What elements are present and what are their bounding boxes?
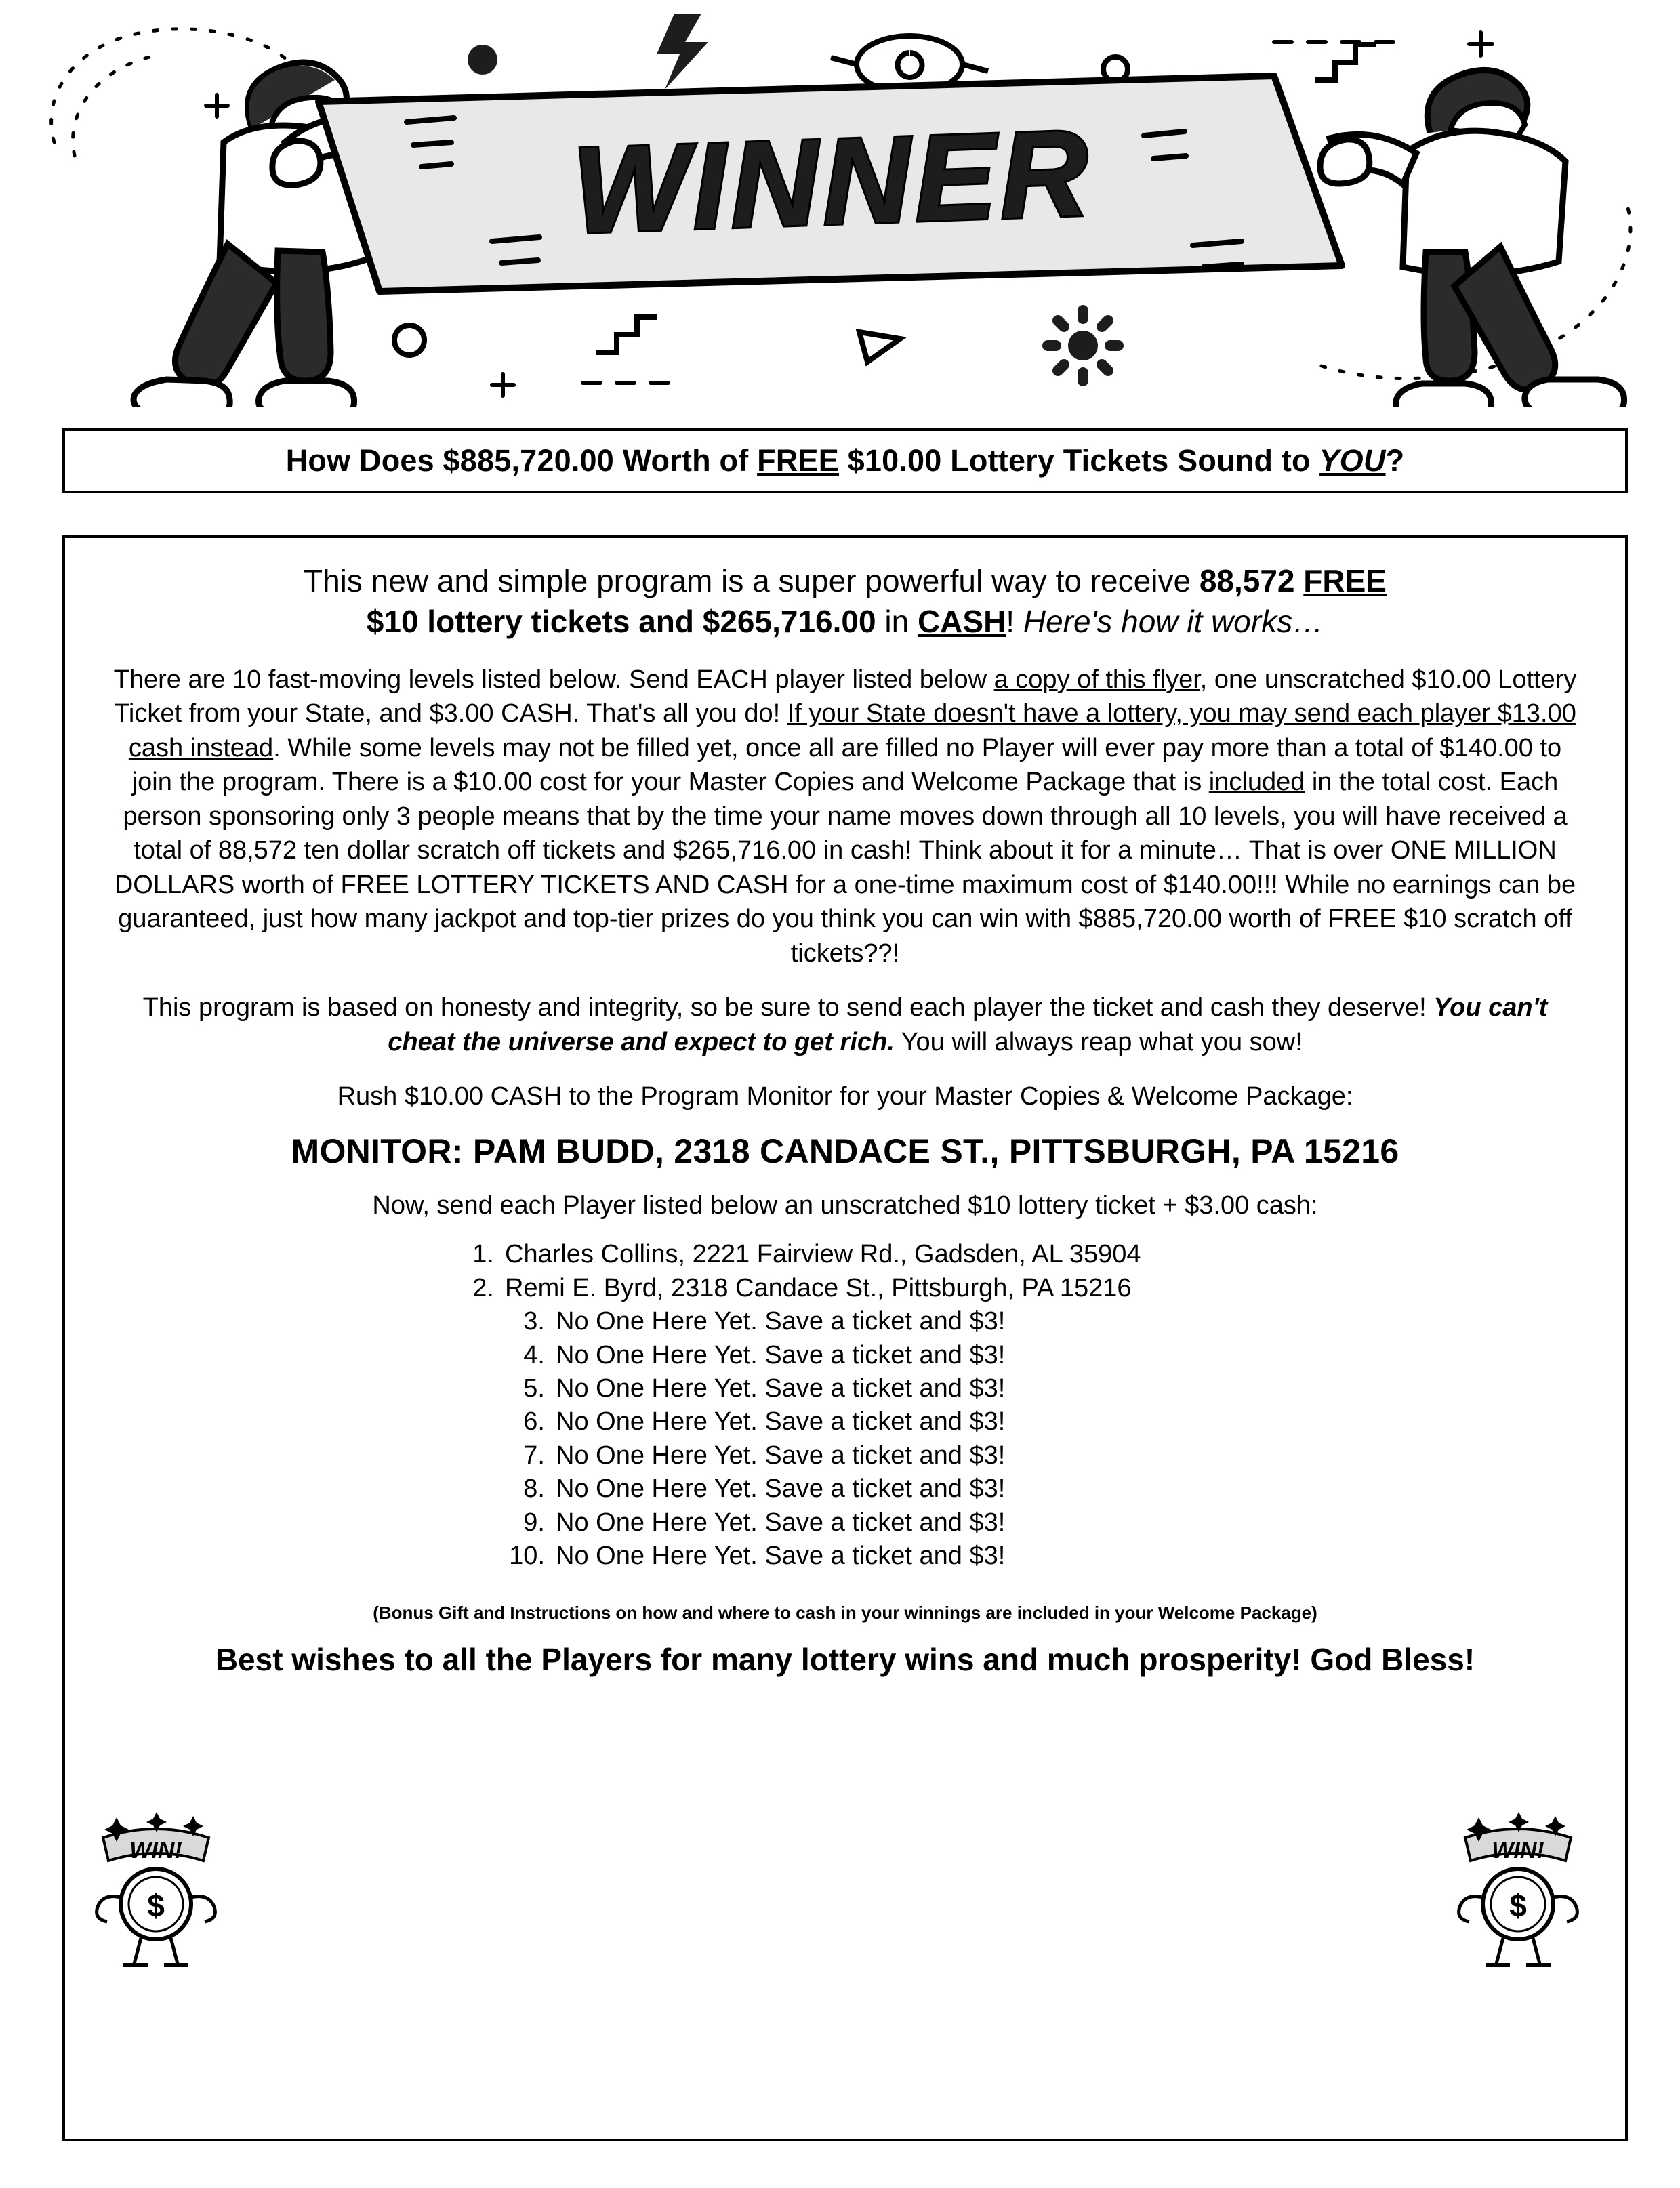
svg-text:WIN!: WIN! [1492, 1838, 1544, 1863]
monitor-line: MONITOR: PAM BUDD, 2318 CANDACE ST., PITTSBURGH, PA 15216 [291, 1132, 1399, 1171]
best-wishes-line: Best wishes to all the Players for many lottery wins and much prosperity! God Bless! [215, 1642, 1475, 1678]
lead-paragraph [112, 561, 1578, 642]
p1-underline-3: included [1208, 768, 1305, 797]
list-item [92, 1372, 1598, 1405]
player-number: 10. [509, 1541, 545, 1570]
list-item [92, 1339, 1598, 1372]
paragraph-honesty [106, 991, 1584, 1059]
list-item [92, 1472, 1598, 1506]
headline-free: FREE [757, 443, 839, 478]
svg-text:$: $ [147, 1888, 165, 1923]
headline-middle: $10.00 Lottery Tickets Sound to [838, 443, 1319, 478]
p1-text-1: There are 10 fast-moving levels listed below. Send EACH player listed below [113, 665, 994, 694]
lead-excl: ! [1006, 603, 1023, 639]
player-name: No One Here Yet. Save a ticket and $3! [556, 1307, 1006, 1336]
list-item [92, 1405, 1598, 1439]
lead-count: 88,572 [1199, 563, 1295, 598]
svg-text:WIN!: WIN! [129, 1838, 182, 1863]
list-item [92, 1540, 1598, 1573]
headline-after: ? [1385, 443, 1405, 478]
p1-text-3: . While some levels may not be filled yet, once all are filled no Player will ever pay more than a total of $140.00 to join the program. There is a $10.00 cost for your Master Copies and Welcome Package that is [131, 733, 1562, 797]
player-number: 4. [523, 1340, 545, 1369]
player-name: No One Here Yet. Save a ticket and $3! [556, 1340, 1006, 1369]
list-item [92, 1272, 1598, 1305]
lead-free: FREE [1303, 563, 1387, 598]
list-item [92, 1439, 1598, 1472]
winner-banner-illustration [0, 0, 1680, 407]
lead-part-1: This new and simple program is a super powerful way to receive [304, 563, 1200, 598]
player-name: No One Here Yet. Save a ticket and $3! [556, 1441, 1006, 1470]
send-players-line: Now, send each Player listed below an unscratched $10 lottery ticket + $3.00 cash: [372, 1191, 1318, 1220]
list-item [92, 1506, 1598, 1540]
list-item [92, 1238, 1598, 1271]
player-number: 8. [523, 1474, 545, 1504]
bonus-note: (Bonus Gift and Instructions on how and where to cash in your winnings are included in your Welcome Package) [373, 1603, 1317, 1624]
player-name: Charles Collins, 2221 Fairview Rd., Gadsden, AL 35904 [505, 1240, 1141, 1269]
player-list [92, 1238, 1598, 1573]
lead-howitworks: Here's how it works… [1023, 603, 1324, 639]
win-coin-icon [1450, 1802, 1586, 1979]
player-name: No One Here Yet. Save a ticket and $3! [556, 1374, 1006, 1403]
player-name: No One Here Yet. Save a ticket and $3! [556, 1541, 1006, 1570]
player-number: 3. [523, 1307, 545, 1336]
p1-underline-2: If your State doesn't have a lottery, you may send each player $13.00 cash instead [128, 699, 1576, 762]
player-number: 2. [472, 1273, 494, 1302]
player-number: 6. [523, 1407, 545, 1437]
win-coin-mascot-left [88, 1802, 224, 1979]
player-name: Remi E. Byrd, 2318 Candace St., Pittsburgh, PA 15216 [505, 1273, 1132, 1302]
list-item [92, 1305, 1598, 1338]
p2-emphasis: You can't cheat the universe and expect to get rich. [388, 993, 1548, 1056]
player-name: No One Here Yet. Save a ticket and $3! [556, 1407, 1006, 1437]
banner-svg [0, 0, 1680, 407]
player-name: No One Here Yet. Save a ticket and $3! [556, 1474, 1006, 1504]
headline-text [286, 443, 1405, 478]
player-number: 9. [523, 1508, 545, 1537]
p2-text-2: You will always reap what you sow! [894, 1027, 1303, 1056]
right-figure [1320, 70, 1624, 407]
headline-box [62, 428, 1628, 493]
body-box [62, 535, 1628, 2141]
p2-text-1: This program is based on honesty and integrity, so be sure to send each player the ticket and cash they deserve! [142, 993, 1434, 1023]
player-number: 5. [523, 1374, 545, 1403]
lead-in: in [876, 603, 918, 639]
headline-you: YOU [1319, 443, 1386, 478]
rush-line: Rush $10.00 CASH to the Program Monitor for your Master Copies & Welcome Package: [337, 1082, 1353, 1111]
svg-text:$: $ [1509, 1888, 1527, 1923]
player-number: 1. [472, 1240, 494, 1269]
banner-word: WINNER [571, 104, 1094, 260]
win-coin-mascot-right [1450, 1802, 1586, 1979]
p1-text-4: in the total cost. Each person sponsoring only 3 people means that by the time your name moves down through all 10 levels, you will have received a total of 88,572 ten dollar scratch off tickets and $265,716.00 in cash! Think about it for a minute… That is over ONE MILLION DOLLARS worth of FREE LOTTERY TICKETS AND CASH for a one-time maximum cost of $140.00!!! While no earnings can be guaranteed, just how many jackpot and top-tier prizes do you think you can win with $885,720.00 worth of FREE $10 scratch off tickets??! [114, 768, 1576, 968]
paragraph-how-it-works [106, 663, 1584, 971]
p1-underline-1: a copy of this flyer [993, 665, 1200, 694]
lead-tickets-cash: $10 lottery tickets and $265,716.00 [366, 603, 876, 639]
headline-before: How Does $885,720.00 Worth of [285, 443, 758, 478]
win-coin-icon [88, 1802, 224, 1979]
player-number: 7. [523, 1441, 545, 1470]
player-name: No One Here Yet. Save a ticket and $3! [556, 1508, 1006, 1537]
p1-text-2: , one unscratched $10.00 Lottery Ticket from your State, and $3.00 CASH. That's all you do! [114, 665, 1577, 728]
lead-cash: CASH [917, 603, 1006, 639]
